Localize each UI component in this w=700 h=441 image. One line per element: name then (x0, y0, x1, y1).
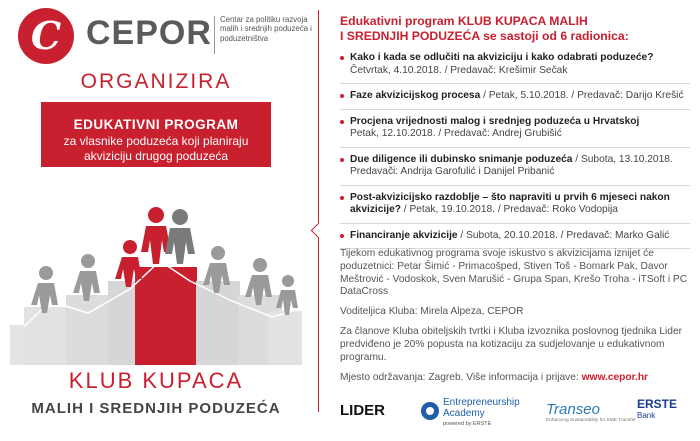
cepor-subtitle: Centar za politiku razvoja malih i srednjih poduzeća i poduzetništva (220, 15, 312, 43)
session-item: Procjena vrijednosti malog i srednjeg poduzeća u Hrvatskoj Petak, 12.10.2018. / Predavač: Andrej Grubišić (340, 116, 690, 148)
partner-logos (340, 398, 695, 438)
podium-illustration (10, 205, 302, 365)
session-item: Faze akvizicijskog procesa / Petak, 5.10.2018. / Predavač: Darijo Krešić (340, 90, 690, 110)
program-title: EDUKATIVNI PROGRAM (73, 117, 239, 132)
cepor-link[interactable]: www.cepor.hr (581, 372, 649, 383)
podium-step (66, 295, 110, 365)
venue-text: Mjesto održavanja: Zagreb. Više informacija i prijave: www.cepor.hr (340, 372, 649, 383)
cepor-logo-icon: C (18, 8, 74, 64)
brand-divider (214, 16, 215, 54)
left-panel (0, 0, 312, 441)
entrepreneurship-academy-logo: Entrepreneurship Academy powered by ERSTE (443, 397, 520, 427)
transeo-logo: Transeo Enhancing Sustainability for SME Transfer (546, 401, 636, 423)
podium-step (268, 311, 302, 365)
session-item: Financiranje akvizicije / Subota, 20.10.2018. / Predavač: Marko Galić (340, 230, 690, 250)
leader-person-icon (141, 207, 171, 264)
organizira-label: ORGANIZIRA (80, 70, 232, 93)
program-description: za vlasnike poduzeća koji planiraju akviziciju drugog poduzeća (63, 134, 249, 163)
leader-text: Voditeljica Kluba: Mirela Alpeza, CEPOR (340, 306, 524, 317)
person-icon (31, 266, 58, 313)
discount-text: Za članove Kluba obiteljskih tvrtki i Kluba izvoznika poslovnog tjednika Lider predviđeno je 20% popusta na kotizaciju za sudjelovanje u edukativnom programu. (340, 326, 683, 363)
lider-logo: LIDER (340, 402, 385, 419)
person-icon (73, 254, 100, 301)
podium-step-top (135, 267, 197, 365)
session-list (340, 52, 690, 255)
session-item: Due diligence ili dubinsko snimanje poduzeća / Subota, 13.10.2018. Predavači: Andrija Garofulić i Danijel Pribanić (340, 154, 690, 186)
klub-subtitle: MALIH I SREDNJIH PODUZEĆA (31, 400, 281, 417)
cepor-brand: CEPOR (86, 14, 212, 52)
divider-notch (311, 223, 327, 239)
erste-bank-logo: ERSTE Bank (637, 397, 678, 420)
session-item: Post-akvizicijsko razdoblje – što napraviti u prvih 6 mjeseci nakon akvizicije? / Petak, 19.10.2018. / Predavač: Roko Vodopija (340, 192, 690, 224)
podium-step (24, 307, 68, 365)
session-item: Kako i kada se odlučiti na akviziciju i kako odabrati poduzeće? Četvrtak, 4.10.2018. / Predavač: Krešimir Sečak (340, 52, 690, 84)
program-header: Edukativni program KLUB KUPACA MALIH I SREDNJIH PODUZEĆA se sastoji od 6 radionica: (340, 14, 629, 43)
entrepreneurship-academy-icon (420, 401, 440, 421)
leader-person-icon (165, 209, 195, 264)
experience-text: Tijekom edukativnog programa svoje iskustvo s akvizicijama iznijet će poduzetnici: Petar Šimić - Primacošped, Stiven Toš - Bomark Pak, Davor Meštrović - Vodoskok, Sven Marušić - Grupa Span, Krešo Troha - iTSoft i PC DataCross (340, 248, 688, 298)
vertical-divider (318, 10, 319, 412)
klub-title: KLUB KUPACA (68, 368, 244, 393)
